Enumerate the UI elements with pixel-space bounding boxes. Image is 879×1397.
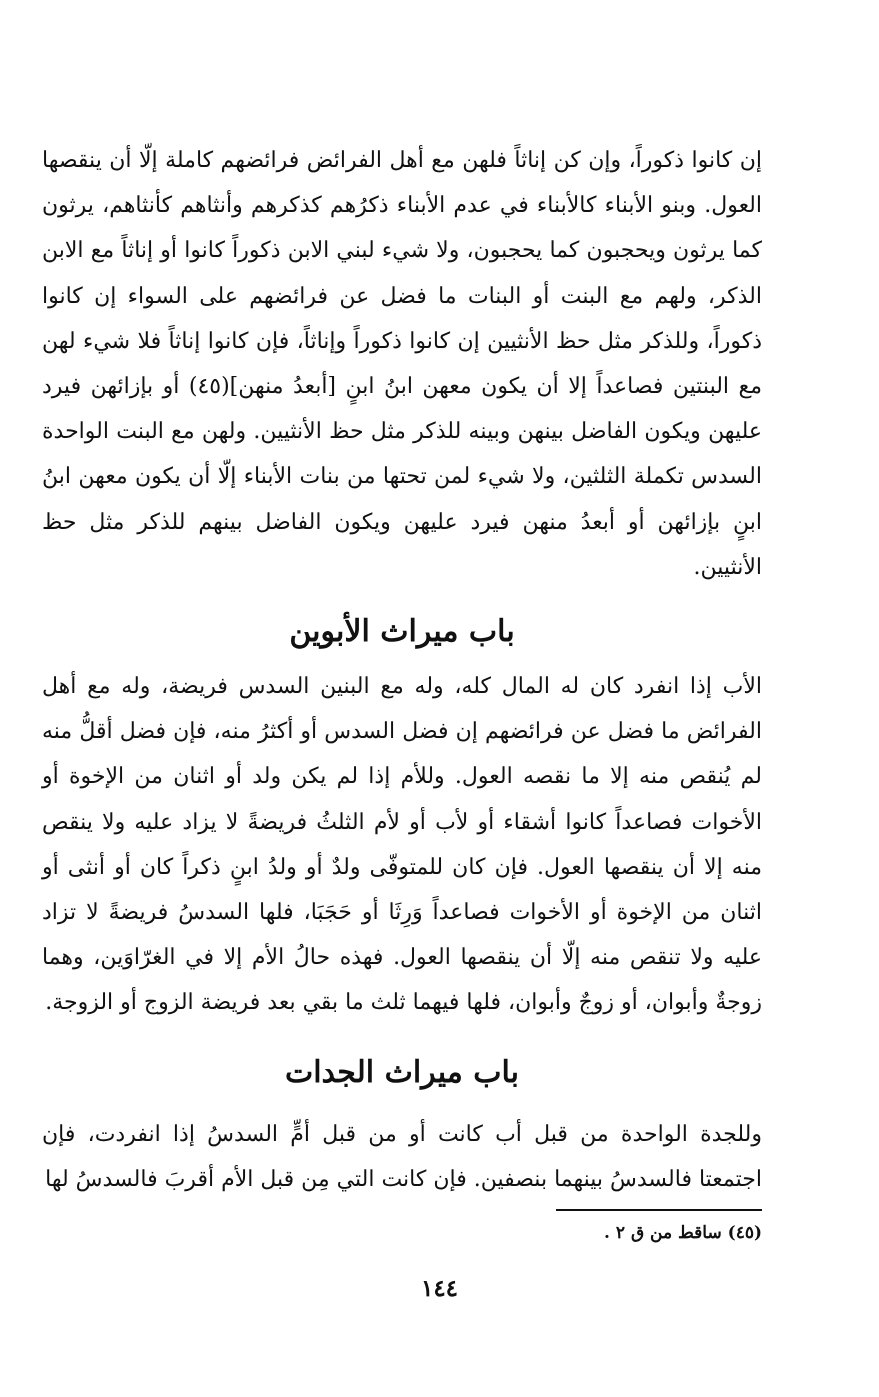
footnote-divider: [556, 1209, 762, 1211]
paragraph-parents-inheritance: الأب إذا انفرد كان له المال كله، وله مع البنين السدس فريضة، وله مع أهل الفرائض ما فضل عن فرائضهم إن فضل السدس أو أكثرُ منه، فإن فضل أقلُّ منه لم يُنقص منه إلا ما نقصه العول. وللأم إذا لم يكن ولد أو اثنان من الإخوة أو الأخوات فصاعداً كانوا أشقاء أو لأب أو لأم الثلثُ فريضةً لا يزاد عليه ولا ينقص منه إلا أن ينقصها العول. فإن كان للمتوفّى ولدٌ أو ولدُ ابنٍ ذكراً كان أو أنثى أو اثنان من الإخوة أو الأخوات فصاعداً وَرِثَا أو حَجَبَا، فلها السدسُ فريضةً لا تزاد عليه ولا تنقص منه إلّا أن ينقصها العول. فهذه حالُ الأم إلا في الغرّاوَين، وهما زوجةٌ وأبوان، أو زوجٌ وأبوان، فلها فيهما ثلث ما بقي بعد فريضة الزوج أو الزوجة.: [42, 674, 762, 1016]
paragraph-children-inheritance: إن كانوا ذكوراً، وإن كن إناثاً فلهن مع أهل الفرائض فرائضهم كاملة إلّا أن ينقصها العول. وبنو الأبناء كالأبناء في عدم الأبناء ذكرُهم كذكرهم وأنثاهم كأنثاهم، يرثون كما يرثون ويحجبون كما يحجبون، ولا شيء لبني الابن ذكوراً كانوا أو إناثاً مع الابن الذكر، ولهم مع البنت أو البنات ما فضل عن فرائضهم على السواء إن كانوا ذكوراً، وللذكر مثل حظ الأنثيين إن كانوا ذكوراً وإناثاً، فإن كانوا إناثاً فلا شيء لهن مع البنتين فصاعداً إلا أن يكون معهن ابنُ ابنٍ [أبعدُ منهن](٤٥) أو بإزائهن فيرد عليهن ويكون الفاضل بينهن وبينه للذكر مثل حظ الأنثيين. ولهن مع البنت الواحدة السدس تكملة الثلثين، ولا شيء لمن تحتها من بنات الأبناء إلّا أن يكون معهن ابنُ ابنٍ بإزائهن أو أبعدُ منهن فيرد عليهن ويكون الفاضل بينهم للذكر مثل حظ الأنثيين.: [42, 148, 763, 580]
section-heading-grandmothers: باب ميراث الجدات: [284, 1055, 520, 1090]
section-heading-parents: باب ميراث الأبوين: [289, 614, 515, 649]
paragraph-grandmothers-inheritance: وللجدة الواحدة من قبل أب كانت أو من قبل أمٍّ السدسُ إذا انفردت، فإن اجتمعتا فالسدسُ بينهما بنصفين. فإن كانت التي مِن قبل الأم أقربَ فالسدسُ لها: [42, 1122, 762, 1193]
footnote: (٤٥) ساقط من ق ٢ .: [604, 1223, 762, 1243]
page-number: ١٤٤: [420, 1275, 459, 1302]
